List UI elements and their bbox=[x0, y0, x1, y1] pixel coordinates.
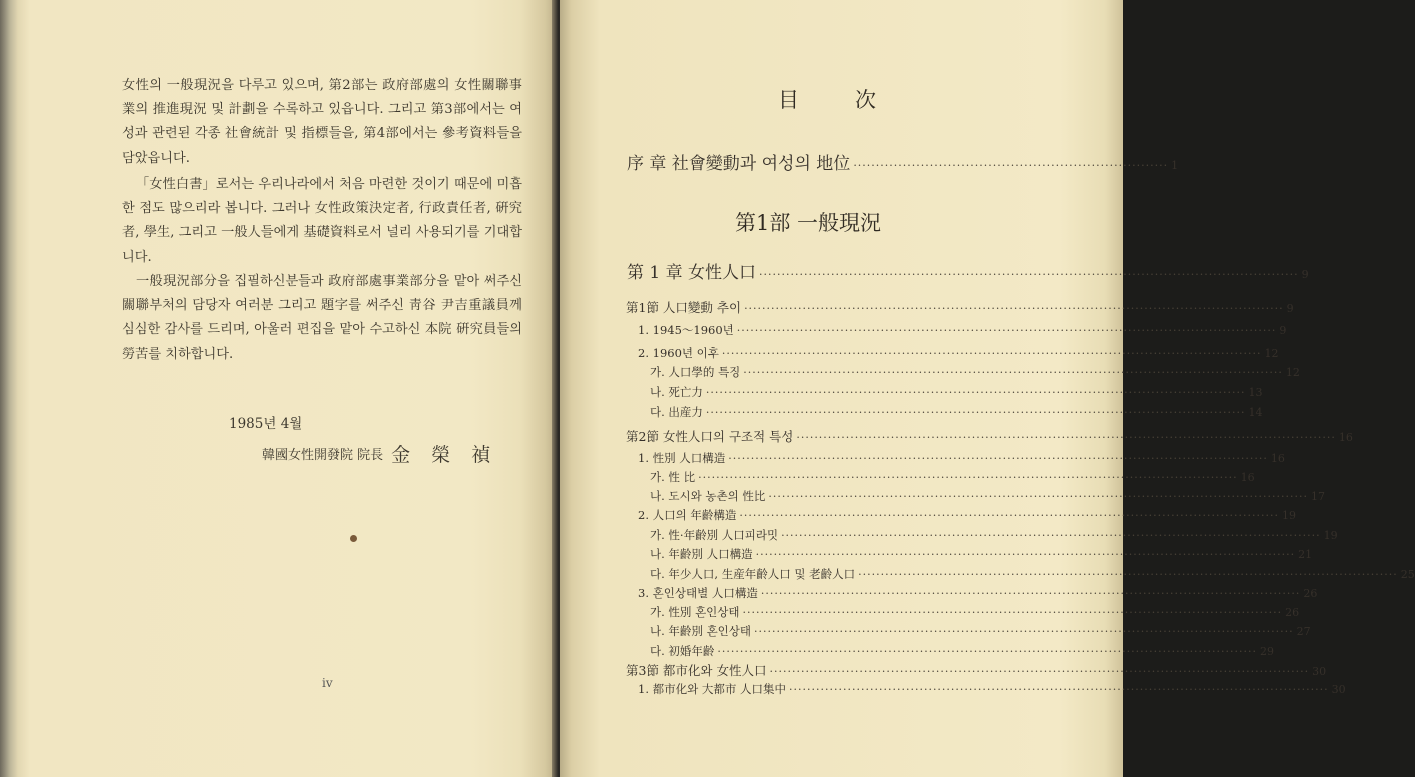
toc-entry-label: 第1節 人口變動 추이 bbox=[626, 300, 742, 315]
toc-entry-page: 12 bbox=[1264, 347, 1279, 360]
toc-entry-page: 9 bbox=[1279, 324, 1287, 337]
toc-prologue bbox=[627, 149, 1179, 174]
leader-dots: ························································································································ bbox=[759, 268, 1299, 281]
toc-entry-section bbox=[626, 661, 1327, 679]
toc-entry-item bbox=[638, 450, 1285, 466]
toc-entry-page: 29 bbox=[1260, 645, 1275, 658]
toc-entry-sub bbox=[650, 623, 1311, 639]
toc-entry-label: 나. 年齡別 人口構造 bbox=[650, 547, 753, 561]
toc-entry-section bbox=[626, 298, 1294, 316]
toc-entry-page: 14 bbox=[1248, 406, 1263, 419]
leader-dots: ························································································································ bbox=[698, 471, 1238, 484]
toc-entry-item bbox=[638, 322, 1287, 338]
leader-dots: ························································································································ bbox=[769, 665, 1310, 678]
toc-entry-label: 나. 死亡力 bbox=[650, 385, 703, 399]
preface-paragraph-2: 「女性白書」로서는 우리나라에서 처음 마련한 것이기 때문에 미흡한 점도 많으리라 봅니다. 그러나 女性政策決定者, 行政責任者, 硏究者, 學生, 그리고 一般人들에게 基礎資料로서 널리 사용되기를 기대합니다. bbox=[122, 177, 522, 265]
signature-name: 金榮禎 bbox=[391, 444, 512, 466]
toc-entry-label: 나. 年齡別 혼인상태 bbox=[650, 624, 752, 638]
leader-dots: ······································································ bbox=[853, 159, 1169, 172]
leader-dots: ························································································································ bbox=[717, 645, 1258, 658]
toc-prologue-label: 序 章 社會變動과 여성의 地位 bbox=[627, 154, 851, 174]
toc-entry-label: 가. 人口學的 특징 bbox=[650, 365, 741, 379]
toc-entry-label: 다. 初婚年齡 bbox=[650, 644, 715, 658]
toc-entry-page: 25 bbox=[1400, 568, 1415, 581]
leader-dots: ························································································································ bbox=[721, 347, 1262, 360]
toc-entry-sub bbox=[650, 566, 1415, 582]
toc-entry-label: 3. 혼인상태별 人口構造 bbox=[638, 586, 758, 600]
toc-entry-page: 26 bbox=[1285, 606, 1300, 619]
toc-entry-item bbox=[638, 507, 1296, 523]
leader-dots: ························································································································ bbox=[744, 302, 1284, 315]
toc-entry-page: 30 bbox=[1331, 683, 1346, 696]
leader-dots: ························································································································ bbox=[743, 366, 1283, 379]
toc-entry-sub bbox=[650, 469, 1255, 485]
toc-entry-page: 17 bbox=[1310, 490, 1325, 503]
leader-dots: ························································································································ bbox=[768, 490, 1308, 503]
toc-entry-label: 2. 1960년 이후 bbox=[638, 346, 719, 360]
leader-dots: ························································································································ bbox=[781, 529, 1321, 542]
leader-dots: ························································································································ bbox=[728, 452, 1268, 465]
toc-entry-label: 2. 人口의 年齡構造 bbox=[638, 508, 737, 522]
toc-entry-page: 16 bbox=[1270, 452, 1285, 465]
part-title: 第1部 一般現況 bbox=[735, 211, 882, 235]
toc-prologue-page: 1 bbox=[1171, 159, 1179, 172]
toc-entry-sub bbox=[650, 643, 1275, 659]
leader-dots: ························································································································ bbox=[705, 406, 1246, 419]
toc-entry-page: 16 bbox=[1240, 471, 1255, 484]
toc-entry-label: 1. 性別 人口構造 bbox=[638, 451, 726, 465]
toc-entry-page: 19 bbox=[1282, 509, 1296, 522]
toc-entry-label: 第3節 都市化와 女性人口 bbox=[626, 663, 767, 678]
toc-entry-chapter bbox=[627, 258, 1309, 283]
toc-entry-page: 9 bbox=[1301, 268, 1309, 281]
toc-entry-label: 第 1 章 女性人口 bbox=[627, 263, 757, 283]
toc-entry-label: 다. 出産力 bbox=[650, 405, 703, 419]
toc-entry-label: 1. 都市化와 大都市 人口集中 bbox=[638, 682, 787, 696]
toc-entry-item bbox=[638, 345, 1279, 361]
preface-signature bbox=[262, 440, 511, 467]
toc-entry-page: 27 bbox=[1296, 625, 1311, 638]
toc-entry-label: 나. 도시와 농촌의 性比 bbox=[650, 489, 766, 503]
preface-paragraph-1: 女性의 一般現況을 다루고 있으며, 第2部는 政府部處의 女性關聯事業의 推進現況 및 計劃을 수록하고 있읍니다. 그리고 第3部에서는 여성과 관련된 각종 社會統計 및 指標들을, 第4部에서는 參考資料들을 담았읍니다. bbox=[122, 78, 522, 166]
toc-entry-sub bbox=[650, 546, 1313, 562]
leader-dots: ························································································································ bbox=[755, 548, 1296, 561]
toc-entry-sub bbox=[650, 404, 1263, 420]
toc-entry-page: 16 bbox=[1338, 431, 1353, 444]
toc-entry-sub bbox=[650, 604, 1300, 620]
toc-entry-page: 12 bbox=[1285, 366, 1300, 379]
toc-entry-page: 30 bbox=[1312, 665, 1327, 678]
toc-entry-sub bbox=[650, 488, 1325, 504]
preface-paragraph-3: 一般現況部分을 집필하신분들과 政府部處事業部分을 맡아 써주신 關聯부처의 담당자 여러분 그리고 題字를 써주신 靑谷 尹吉重議員께 심심한 감사를 드리며, 아울러 편집을 맡아 수고하신 本院 硏究員들의 勞苦를 치하합니다. bbox=[122, 274, 522, 362]
preface-date: 1985년 4월 bbox=[229, 416, 303, 432]
toc-title: 目次 bbox=[778, 88, 932, 112]
leader-dots: ························································································································ bbox=[858, 568, 1398, 581]
toc-entry-label: 가. 性 比 bbox=[650, 470, 696, 484]
toc-entry-page: 13 bbox=[1248, 386, 1263, 399]
leader-dots: ························································································································ bbox=[789, 683, 1329, 696]
leader-dots: ························································································································ bbox=[739, 509, 1279, 522]
toc-entry-label: 第2節 女性人口의 구조적 특성 bbox=[626, 429, 794, 444]
leader-dots: ························································································································ bbox=[760, 587, 1301, 600]
toc-entry-item bbox=[638, 681, 1346, 697]
leader-dots: ························································································································ bbox=[742, 606, 1283, 619]
page-folio: iv bbox=[322, 676, 333, 690]
toc-entry-sub bbox=[650, 384, 1263, 400]
toc-entry-page: 19 bbox=[1323, 529, 1338, 542]
signature-title: 韓國女性開發院 院長 bbox=[262, 448, 384, 463]
toc-entry-page: 26 bbox=[1303, 587, 1318, 600]
toc-entry-page: 21 bbox=[1298, 548, 1313, 561]
toc-entry-label: 가. 性別 혼인상태 bbox=[650, 605, 740, 619]
toc-entry-item bbox=[638, 585, 1318, 601]
toc-entry-page: 9 bbox=[1286, 302, 1294, 315]
leader-dots: ························································································································ bbox=[754, 625, 1294, 638]
toc-entry-sub bbox=[650, 364, 1300, 380]
toc-entry-section bbox=[626, 427, 1353, 445]
leader-dots: ························································································································ bbox=[796, 431, 1336, 444]
toc-entry-label: 가. 性·年齡別 人口피라밋 bbox=[650, 528, 779, 542]
toc-entry-label: 1. 1945～1960년 bbox=[638, 323, 734, 337]
toc-entry-sub bbox=[650, 527, 1338, 543]
ink-stain bbox=[350, 535, 357, 542]
toc-entry-label: 다. 年少人口, 生産年齡人口 및 老齡人口 bbox=[650, 567, 856, 581]
leader-dots: ························································································································ bbox=[736, 324, 1277, 337]
left-page bbox=[0, 0, 558, 777]
leader-dots: ························································································································ bbox=[705, 386, 1246, 399]
